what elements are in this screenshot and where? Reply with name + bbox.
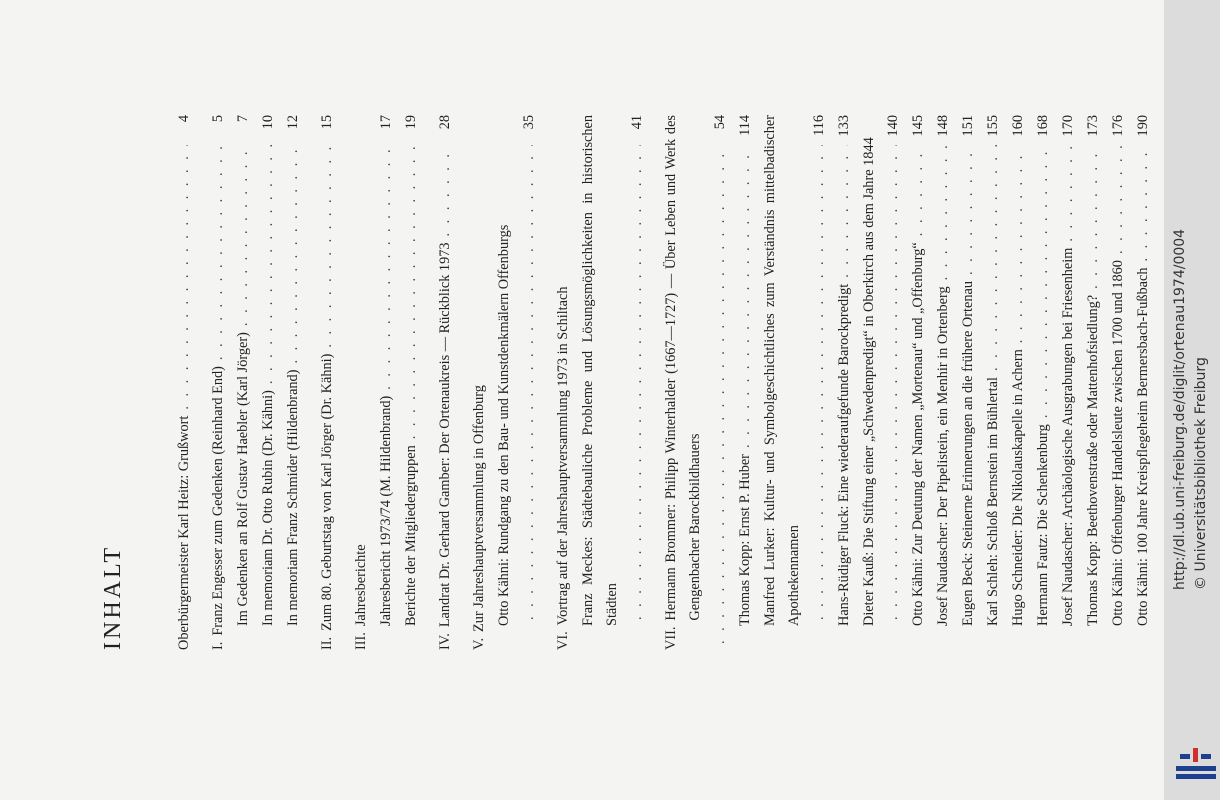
dot-leader xyxy=(1006,145,1031,343)
library-logo-icon xyxy=(1176,744,1216,784)
toc-section-number: V. xyxy=(471,637,487,650)
toc-section-number: VII. xyxy=(662,626,679,650)
toc-entry xyxy=(433,115,458,650)
dot-leader xyxy=(1081,145,1106,289)
toc-page-number: 155 xyxy=(985,115,1001,137)
toc-entry-title: Eugen Beck: Steinerne Erinnerungen an die frühere Ortenau xyxy=(960,281,976,626)
dot-leader xyxy=(315,145,340,348)
toc-page-number: 151 xyxy=(960,115,976,137)
toc-entry-title: Zur Jahreshauptversammlung in Offenburg xyxy=(471,385,487,632)
copyright-notice: © Universitätsbibliothek Freiburg xyxy=(1193,357,1209,590)
dot-leader xyxy=(1031,145,1056,418)
toc-section-number: I. xyxy=(210,641,226,650)
toc-entry xyxy=(981,115,1006,650)
dot-leader xyxy=(206,145,231,360)
toc-entry xyxy=(349,115,374,650)
toc-page-number: 148 xyxy=(935,115,951,137)
toc-entry xyxy=(231,115,256,650)
dot-leader xyxy=(1131,145,1156,261)
dot-leader xyxy=(399,145,424,439)
toc-entry xyxy=(374,115,399,650)
toc-entry xyxy=(1106,115,1131,650)
toc-page-number: 5 xyxy=(210,115,226,123)
dot-leader xyxy=(231,145,256,326)
toc-page-number: 168 xyxy=(1035,115,1051,137)
toc-entry xyxy=(492,115,542,650)
toc-entry xyxy=(1131,115,1156,650)
toc-entry-title: Berichte der Mitgliedergruppen xyxy=(403,445,419,626)
toc-entry xyxy=(315,115,340,650)
toc-entry-title: Dieter Kauß: Die Stiftung einer „Schwedenpredigt“ in Oberkirch aus dem Jahre 1844 xyxy=(860,137,877,626)
dot-leader xyxy=(931,145,956,280)
toc-entry xyxy=(1031,115,1056,650)
toc-section-number: III. xyxy=(353,632,369,650)
toc-entry xyxy=(758,115,832,650)
toc-entry-title: Hermann Fautz: Die Schenkenburg xyxy=(1035,424,1051,626)
toc-page-number: 35 xyxy=(520,115,537,130)
toc-entry-title: Vortrag auf der Jahreshauptversammlung 1973 in Schiltach xyxy=(554,286,571,626)
toc-page-number: 4 xyxy=(176,115,192,123)
toc-page-number: 12 xyxy=(285,115,301,130)
toc-entry xyxy=(857,115,907,650)
dot-leader xyxy=(981,145,1006,371)
toc-entry-title: Zum 80. Geburtstag von Karl Jörger (Dr. Kähni) xyxy=(319,353,335,631)
toc-entry-title: Oberbürgermeister Karl Heitz: Grußwort xyxy=(176,415,192,650)
toc-entry xyxy=(1081,115,1106,650)
toc-entry xyxy=(956,115,981,650)
toc-entry xyxy=(576,115,650,650)
toc-page-number: 28 xyxy=(437,115,453,130)
toc-entry-title: Jahresberichte xyxy=(353,544,369,627)
toc-page-number: 10 xyxy=(260,115,276,130)
dot-leader xyxy=(625,145,650,620)
toc-entry-title: Hans-Rüdiger Fluck: Eine wiederaufgefunde Barockpredigt xyxy=(835,283,852,626)
toc-page-number: 140 xyxy=(885,115,901,137)
toc-page-number: 145 xyxy=(910,115,926,137)
toc-entry xyxy=(256,115,281,650)
toc-entry-title: Manfred Lurker: Kultur- und Symbolgeschichtliches zum Verständnis mittelbadischer Apothekennamen xyxy=(761,115,802,626)
toc-page-number: 114 xyxy=(736,115,753,136)
toc-entry-title: Otto Kähni: Offenburger Handelsleute zwischen 1700 und 1860 xyxy=(1110,260,1126,626)
toc-entry-title: Otto Kähni: Rundgang zu den Bau- und Kunstdenkmälern Offenburgs xyxy=(496,224,512,626)
dot-leader xyxy=(256,145,281,384)
source-url[interactable]: http://dl.ub.uni-freiburg.de/diglit/ortenau1974/0004 xyxy=(1172,228,1188,590)
toc-entry xyxy=(906,115,931,650)
toc-entry xyxy=(281,115,306,650)
toc-entry-title: Karl Schleh: Schloß Bernstein im Bühlertal xyxy=(985,377,1001,626)
dot-leader xyxy=(517,145,542,620)
toc-entry-title: Otto Kähni: Zur Deutung der Namen „Mortenau“ und „Offenburg“ xyxy=(910,242,926,626)
toc-page-number: 170 xyxy=(1060,115,1076,137)
dot-leader xyxy=(374,145,399,390)
dot-leader xyxy=(281,145,306,364)
toc-entry-title: Josef Naudascher: Archäologische Ausgrabungen bei Friesenheim xyxy=(1060,247,1076,626)
toc-entry-title: Otto Kähni: 100 Jahre Kreispflegeheim Bermersbach-Fußbach xyxy=(1135,267,1151,626)
toc-entry xyxy=(659,115,733,650)
toc-entry xyxy=(733,115,758,650)
toc-entry-title: In memoriam Franz Schmider (Hildenbrand) xyxy=(285,369,301,626)
toc-entry xyxy=(467,115,492,650)
toc-page-number: 41 xyxy=(628,115,645,130)
toc-entry-title: Franz Engesser zum Gedenken (Reinhard End) xyxy=(210,366,226,636)
toc-entry xyxy=(1056,115,1081,650)
dot-leader xyxy=(172,145,197,410)
dot-leader xyxy=(733,145,758,448)
toc-entry-title: Hugo Schneider: Die Nikolauskapelle in Achern xyxy=(1010,349,1026,626)
toc-page-number: 173 xyxy=(1085,115,1101,137)
toc-entry-title: Jahresbericht 1973/74 (M. Hildenbrand) xyxy=(378,395,394,626)
toc-entry-title: Landrat Dr. Gerhard Gamber: Der Ortenaukreis — Rückblick 1973 xyxy=(437,242,453,628)
toc-page-number: 54 xyxy=(711,115,728,130)
toc-entry xyxy=(1006,115,1031,650)
dot-leader xyxy=(708,145,733,644)
toc-entry xyxy=(172,115,197,650)
dot-leader xyxy=(433,145,458,236)
toc-entry-title: Franz Meckes: Städtebauliche Probleme und Lösungsmöglichkeiten in historischen Städten xyxy=(579,115,620,626)
dot-leader xyxy=(1106,145,1131,254)
toc-page-number: 17 xyxy=(378,115,394,130)
toc-page-number: 116 xyxy=(810,115,827,136)
dot-leader xyxy=(807,145,832,620)
dot-leader xyxy=(906,145,931,236)
dot-leader xyxy=(832,145,857,278)
toc-entry-title: In memoriam Dr. Otto Rubin (Dr. Kähni) xyxy=(260,390,276,626)
toc-entry-title: Thomas Kopp: Ernst P. Huber xyxy=(736,454,753,626)
toc-page-number: 133 xyxy=(835,115,852,137)
toc-entry-title: Hermann Brommer: Philipp Winterhalder (1667—1727) — Über Leben und Werk des Gengenbacher Barockbildhauers xyxy=(662,115,703,621)
toc-page-number: 176 xyxy=(1110,115,1126,137)
toc-entry-title: Im Gedenken an Rolf Gustav Haebler (Karl Jörger) xyxy=(235,332,251,626)
toc-entry-title: Josef Naudascher: Der Pipelistein, ein Menhir in Ortenberg xyxy=(935,286,951,626)
table-of-contents xyxy=(172,115,1156,650)
toc-page-number: 15 xyxy=(319,115,335,130)
toc-entry xyxy=(399,115,424,650)
toc-entry xyxy=(206,115,231,650)
page-heading: INHALT xyxy=(100,544,126,650)
toc-section-number: II. xyxy=(319,636,335,650)
toc-section-number: VI. xyxy=(554,631,571,650)
toc-page-number: 160 xyxy=(1010,115,1026,137)
library-sidebar xyxy=(1164,0,1220,800)
dot-leader xyxy=(881,145,906,620)
toc-entry-title: Thomas Kopp: Beethovenstraße oder Mattenhofsiedlung? xyxy=(1085,294,1101,626)
dot-leader xyxy=(956,145,981,275)
toc-page-number: 190 xyxy=(1135,115,1151,137)
toc-entry xyxy=(832,115,857,650)
toc-entry xyxy=(551,115,576,650)
toc-entry xyxy=(931,115,956,650)
toc-page-number: 7 xyxy=(235,115,251,123)
dot-leader xyxy=(1056,145,1081,242)
toc-section-number: IV. xyxy=(437,633,453,650)
toc-page-number: 19 xyxy=(403,115,419,130)
